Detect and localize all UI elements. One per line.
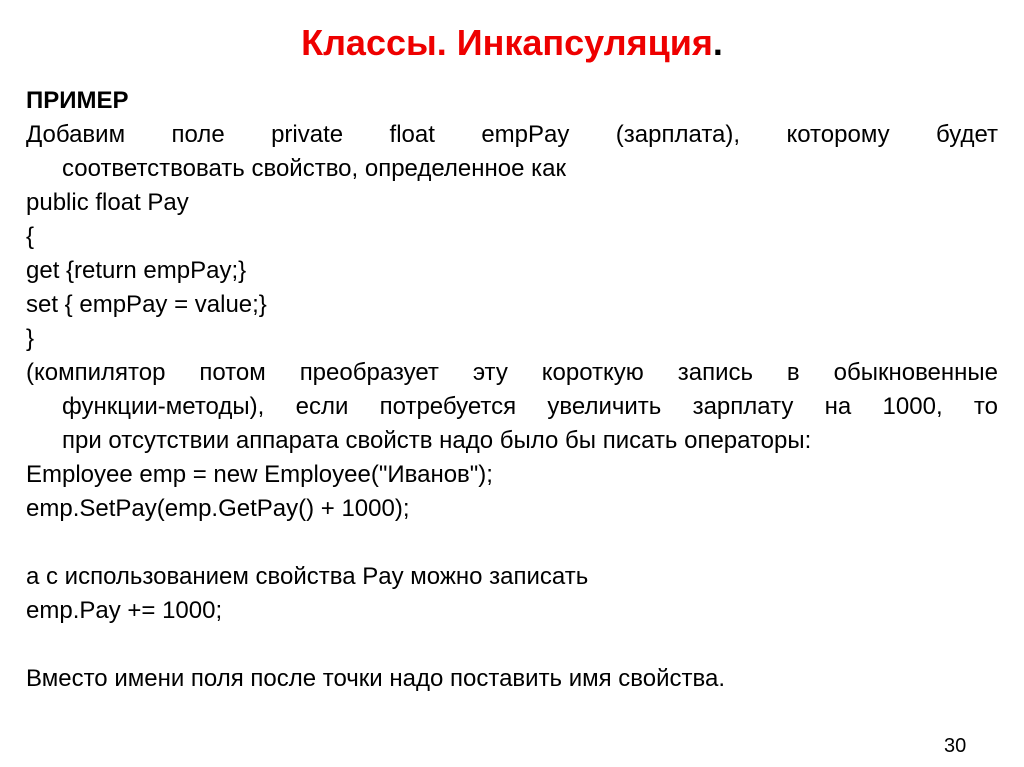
code-line: emp.Pay += 1000; — [26, 597, 223, 624]
example-heading: ПРИМЕР — [26, 87, 129, 114]
text-line: (компилятор потом преобразует эту короткую запись в обыкновенные — [26, 359, 998, 386]
text-line: Добавим поле private float empPay (зарплата), которому будет — [26, 121, 998, 148]
title-text: Классы. Инкапсуляция — [301, 22, 713, 63]
slide-title — [0, 22, 1024, 64]
code-line: get {return empPay;} — [26, 257, 247, 284]
slide-body — [26, 84, 998, 696]
text-line: функции-методы), если потребуется увеличить зарплату на 1000, то — [62, 393, 998, 420]
text-line: а с использованием свойства Pay можно записать — [26, 563, 589, 590]
code-line: Employee emp = new Employee("Иванов"); — [26, 461, 493, 488]
text-line: при отсутствии аппарата свойств надо было бы писать операторы: — [62, 427, 812, 454]
code-line: } — [26, 325, 35, 352]
text-line: Вместо имени поля после точки надо поставить имя свойства. — [26, 665, 726, 692]
page-number: 30 — [944, 735, 967, 757]
code-line: { — [26, 223, 35, 250]
code-line: public float Pay — [26, 189, 189, 216]
title-period: . — [712, 22, 723, 63]
code-line: set { empPay = value;} — [26, 291, 267, 318]
code-line: emp.SetPay(emp.GetPay() + 1000); — [26, 495, 410, 522]
text-line: соответствовать свойство, определенное как — [62, 155, 567, 182]
